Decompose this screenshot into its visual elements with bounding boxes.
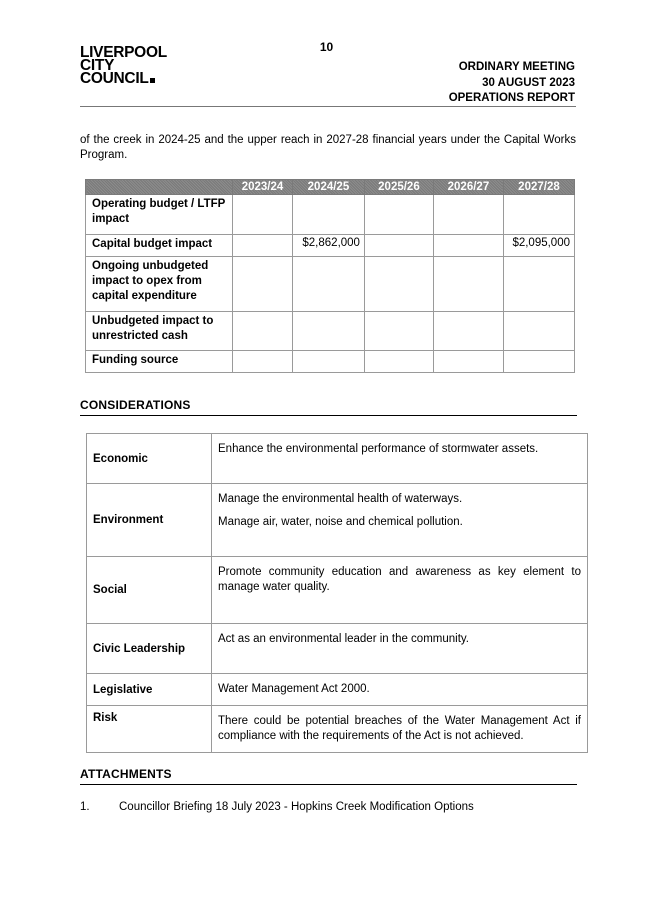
table-cell [433, 257, 503, 312]
table-cell [433, 195, 503, 235]
row-label: Unbudgeted impact to unrestricted cash [86, 312, 233, 351]
table-cell [233, 235, 293, 257]
table-row [87, 624, 588, 674]
consideration-label: Risk [87, 706, 212, 753]
table-row [86, 257, 575, 312]
meeting-title: ORDINARY MEETING [458, 61, 575, 73]
consideration-text [212, 674, 588, 706]
consideration-line: Promote community education and awareness as key element to manage water quality. [218, 566, 581, 593]
table-cell [503, 312, 574, 351]
consideration-line: Manage air, water, noise and chemical pollution. [218, 516, 463, 528]
considerations-table [86, 433, 588, 753]
consideration-text [212, 484, 588, 557]
considerations-divider [80, 415, 577, 416]
budget-table [85, 179, 575, 373]
row-label: Funding source [86, 351, 233, 373]
table-row [87, 674, 588, 706]
intro-paragraph: of the creek in 2024-25 and the upper reach in 2027-28 financial years under the Capital Works Program. [80, 134, 576, 161]
table-cell [503, 351, 574, 373]
table-cell [292, 257, 364, 312]
attachments-divider [80, 784, 577, 785]
attachment-link[interactable]: Councillor Briefing 18 July 2023 - Hopkins Creek Modification Options [119, 801, 474, 813]
row-label: Operating budget / LTFP impact [86, 195, 233, 235]
table-cell [364, 235, 433, 257]
table-cell [364, 312, 433, 351]
table-cell [292, 351, 364, 373]
attachment-item[interactable] [80, 801, 474, 813]
column-header: 2027/28 [503, 180, 574, 195]
consideration-label: Environment [87, 484, 212, 557]
consideration-line: Water Management Act 2000. [218, 683, 370, 695]
table-cell [364, 351, 433, 373]
table-cell [233, 312, 293, 351]
consideration-text [212, 706, 588, 753]
header-divider [80, 106, 576, 107]
column-header: 2026/27 [433, 180, 503, 195]
consideration-line: Manage the environmental health of waterways. [218, 493, 463, 505]
column-header: 2025/26 [364, 180, 433, 195]
meeting-header [449, 60, 575, 107]
table-cell [233, 351, 293, 373]
consideration-text [212, 557, 588, 624]
logo-line: LIVERPOOL [80, 44, 167, 61]
table-row [86, 195, 575, 235]
table-row [86, 235, 575, 257]
consideration-line: Enhance the environmental performance of stormwater assets. [218, 443, 539, 455]
attachment-number: 1. [80, 801, 90, 813]
consideration-label: Economic [87, 434, 212, 484]
attachments-heading: ATTACHMENTS [80, 767, 172, 781]
consideration-line: Act as an environmental leader in the community. [218, 633, 469, 645]
consideration-label: Legislative [87, 674, 212, 706]
table-row [86, 351, 575, 373]
meeting-date: 30 AUGUST 2023 [482, 76, 575, 89]
table-cell [433, 235, 503, 257]
logo-dot-icon [150, 78, 155, 83]
column-header [86, 180, 233, 195]
column-header: 2024/25 [292, 180, 364, 195]
logo-line: COUNCIL [80, 70, 149, 87]
row-label: Capital budget impact [86, 235, 233, 257]
table-cell [503, 195, 574, 235]
table-cell [292, 195, 364, 235]
column-header: 2023/24 [233, 180, 293, 195]
table-cell: $2,862,000 [292, 235, 364, 257]
logo-line: CITY [80, 57, 115, 74]
table-cell [292, 312, 364, 351]
consideration-line: There could be potential breaches of the Water Management Act if compliance with the requirements of the Act is not achieved. [218, 715, 581, 742]
table-cell [503, 257, 574, 312]
table-row [87, 434, 588, 484]
consideration-text [212, 624, 588, 674]
council-logo [80, 46, 167, 85]
consideration-label: Social [87, 557, 212, 624]
report-title: OPERATIONS REPORT [448, 92, 575, 104]
logo-line-last [80, 72, 167, 85]
consideration-label: Civic Leadership [87, 624, 212, 674]
table-row [87, 484, 588, 557]
table-cell [433, 312, 503, 351]
consideration-text [212, 434, 588, 484]
budget-header-row [86, 180, 575, 195]
table-cell [364, 195, 433, 235]
table-cell [233, 257, 293, 312]
table-cell [433, 351, 503, 373]
table-cell [233, 195, 293, 235]
considerations-heading: CONSIDERATIONS [80, 398, 191, 412]
table-row [86, 312, 575, 351]
table-cell [364, 257, 433, 312]
page-number: 10 [319, 40, 334, 54]
table-cell: $2,095,000 [503, 235, 574, 257]
table-row [87, 557, 588, 624]
table-row [87, 706, 588, 753]
row-label: Ongoing unbudgeted impact to opex from capital expenditure [86, 257, 233, 312]
